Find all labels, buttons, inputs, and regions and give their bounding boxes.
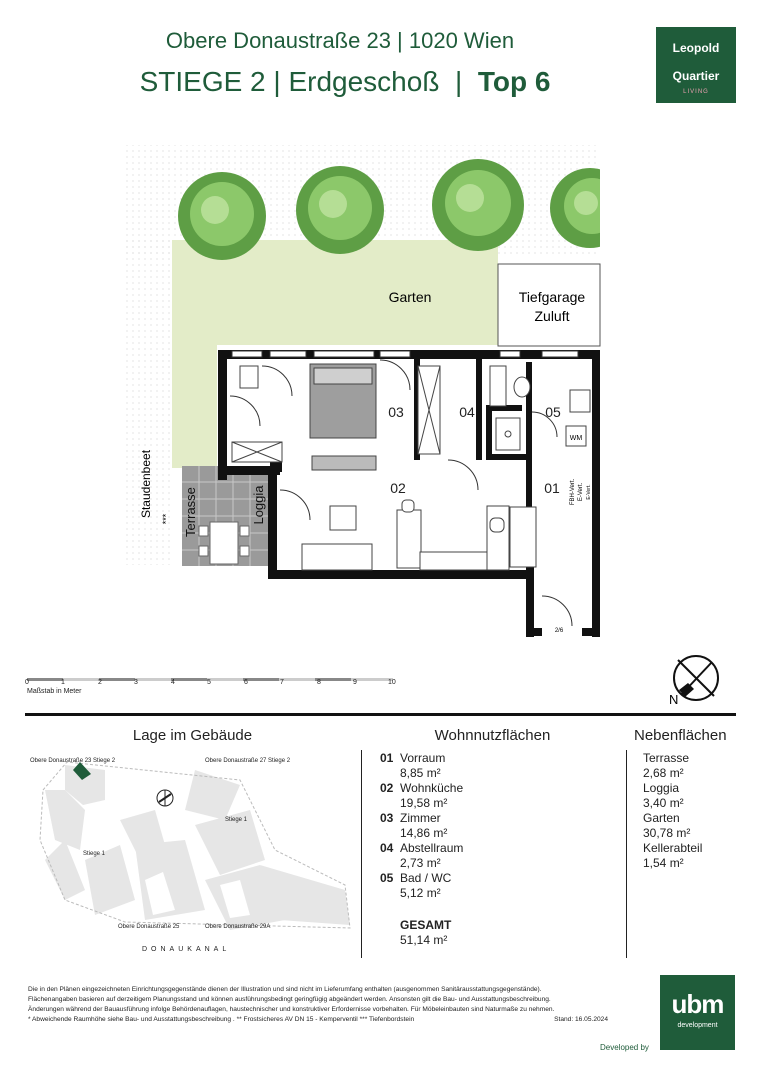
- scale-tick: 5: [207, 679, 211, 686]
- furniture: [232, 364, 590, 570]
- ubm-logo-text: ubm: [671, 989, 724, 1019]
- logo-line1: Leopold: [672, 41, 720, 55]
- tiefgarage-box: [498, 264, 600, 346]
- lage-title: Lage im Gebäude: [132, 727, 253, 744]
- list-item: [380, 871, 463, 901]
- scale-tick: 4: [171, 679, 175, 686]
- neben-name: Terrasse: [643, 751, 690, 765]
- title-separator: |: [454, 66, 463, 97]
- scale-tick: 10: [388, 679, 396, 686]
- disclaimer-line: Flächenangaben basieren auf derzeitigem Planungsstand und können ausführungsbedingt geringfügig abgeändert werden. Ansonsten gilt die Bau- und Ausstattungsbeschreibung.: [28, 996, 551, 1003]
- list-item: [380, 811, 463, 841]
- room-name: Zimmer: [400, 811, 441, 825]
- stand-date: Stand: 16.05.2024: [554, 1016, 608, 1023]
- site-label-d: Stiege 1: [83, 851, 106, 857]
- scale-tick: 1: [61, 679, 65, 686]
- site-label-a: Obere Donaustraße 23 Stiege 2: [30, 758, 116, 764]
- neben-name: Loggia: [643, 781, 680, 795]
- leopold-quartier-logo: [656, 27, 736, 103]
- list-item: [380, 751, 463, 781]
- scale-tick: 0: [25, 679, 29, 686]
- room-area: 8,85 m²: [400, 766, 441, 780]
- logo-line2: Quartier: [672, 69, 720, 83]
- total-label: GESAMT: [400, 918, 452, 932]
- stars-note: ***: [161, 513, 171, 525]
- list-item: [643, 811, 702, 841]
- site-label-e: Obere Donaustraße 25: [118, 924, 180, 930]
- ubm-logo-sub: development: [677, 1022, 718, 1029]
- room-name: Wohnküche: [400, 781, 464, 795]
- door-label: 2/6: [554, 628, 564, 634]
- total-value: 51,14 m²: [400, 933, 448, 947]
- room-list: [380, 751, 463, 901]
- neben-area: 3,40 m²: [643, 796, 684, 810]
- scale-tick: 3: [134, 679, 138, 686]
- terrasse-label: Terrasse: [183, 487, 198, 537]
- room-area: 19,58 m²: [400, 796, 448, 810]
- list-item: [643, 781, 702, 811]
- developed-by: Developed by: [600, 1043, 649, 1052]
- room-num: 03: [380, 811, 394, 825]
- room-area: 14,86 m²: [400, 826, 448, 840]
- scale-ticks: [25, 679, 405, 689]
- loggia-label: Loggia: [251, 485, 266, 525]
- e-vert-label-2: E-Vert.: [586, 484, 592, 500]
- neben-name: Kellerabteil: [643, 841, 703, 855]
- list-item: [643, 751, 702, 781]
- room-02-label: 02: [390, 480, 406, 496]
- zuluft-label: Zuluft: [534, 308, 570, 324]
- room-05-label: 05: [545, 404, 561, 420]
- disclaimer-line: Die in den Plänen eingezeichneten Einrichtungsgegenstände dienen der Illustration und sind nicht im Lieferumfang enthalten (ausgenommen Sanitärausstattungsgegenstände).: [28, 986, 542, 993]
- ubm-logo: [660, 975, 735, 1050]
- room-area: 2,73 m²: [400, 856, 441, 870]
- apartment-title: [0, 66, 690, 98]
- room-name: Vorraum: [400, 751, 446, 765]
- stiege-label: STIEGE 2 | Erdgeschoß: [139, 66, 440, 97]
- room-num: 05: [380, 871, 394, 885]
- total-area: [400, 918, 451, 948]
- list-item: [380, 841, 463, 871]
- disclaimer-line: [28, 1015, 608, 1025]
- room-name: Abstellraum: [400, 841, 464, 855]
- top-label: Top 6: [477, 66, 551, 97]
- neben-title: Nebenflächen: [634, 727, 727, 744]
- site-label-b: Obere Donaustraße 27 Stiege 2: [205, 758, 291, 764]
- logo-line3: LIVING: [683, 89, 709, 95]
- disclaimer: [28, 985, 608, 1025]
- tiefgarage-label: Tiefgarage: [518, 289, 586, 305]
- site-label-g: DONAUKANAL: [142, 946, 231, 953]
- list-item: [643, 841, 702, 871]
- scale-tick: 2: [98, 679, 102, 686]
- walls: [218, 350, 600, 637]
- neben-area: 30,78 m²: [643, 826, 691, 840]
- wohn-title: Wohnnutzflächen: [434, 727, 551, 744]
- neben-list: [643, 751, 702, 871]
- fbh-vert-label: FBH-Vert.: [570, 478, 576, 506]
- compass-north-label: N: [669, 692, 679, 707]
- list-item: [380, 781, 463, 811]
- compass-icon: [674, 656, 718, 700]
- room-num: 04: [380, 841, 394, 855]
- column-divider-2: [626, 750, 627, 958]
- garden-strip: [172, 340, 217, 468]
- neben-name: Garten: [643, 811, 680, 825]
- room-04-label: 04: [459, 404, 475, 420]
- site-label-c: Stiege 1: [225, 817, 248, 823]
- disclaimer-line: Änderungen während der Bauausführung infolge Behördenauflagen, haustechnischer und konstruktiver Erfordernisse vorbehalten. Für Möbeleinbauten sind Naturmaße zu nehmen.: [28, 1006, 555, 1013]
- wm-label: WM: [569, 435, 583, 442]
- column-divider-1: [361, 750, 362, 958]
- room-name: Bad / WC: [400, 871, 452, 885]
- section-divider: [25, 713, 736, 716]
- room-num: 02: [380, 781, 394, 795]
- site-label-f: Obere Donaustraße 29A: [205, 924, 271, 930]
- scale-caption: Maßstab in Meter: [27, 688, 82, 695]
- scale-tick: 7: [280, 679, 284, 686]
- scale-tick: 9: [353, 679, 357, 686]
- neben-area: 1,54 m²: [643, 856, 684, 870]
- disclaimer-notes: * Abweichende Raumhöhe siehe Bau- und Ausstattungsbeschreibung . ** Frostsicheres AV DN 15 - Kemperventil *** Tiefenbordstein: [28, 1016, 415, 1023]
- scale-tick: 6: [244, 679, 248, 686]
- address-title: Obere Donaustraße 23 | 1020 Wien: [165, 28, 515, 53]
- e-vert-label: E-Vert.: [578, 482, 584, 502]
- room-area: 5,12 m²: [400, 886, 441, 900]
- garten-label: Garten: [388, 289, 432, 305]
- staudenbeet-label: Staudenbeet: [139, 449, 153, 519]
- room-01-label: 01: [544, 480, 560, 496]
- scale-tick: 8: [317, 679, 321, 686]
- room-03-label: 03: [388, 404, 404, 420]
- room-num: 01: [380, 751, 394, 765]
- neben-area: 2,68 m²: [643, 766, 684, 780]
- site-map: [25, 750, 355, 960]
